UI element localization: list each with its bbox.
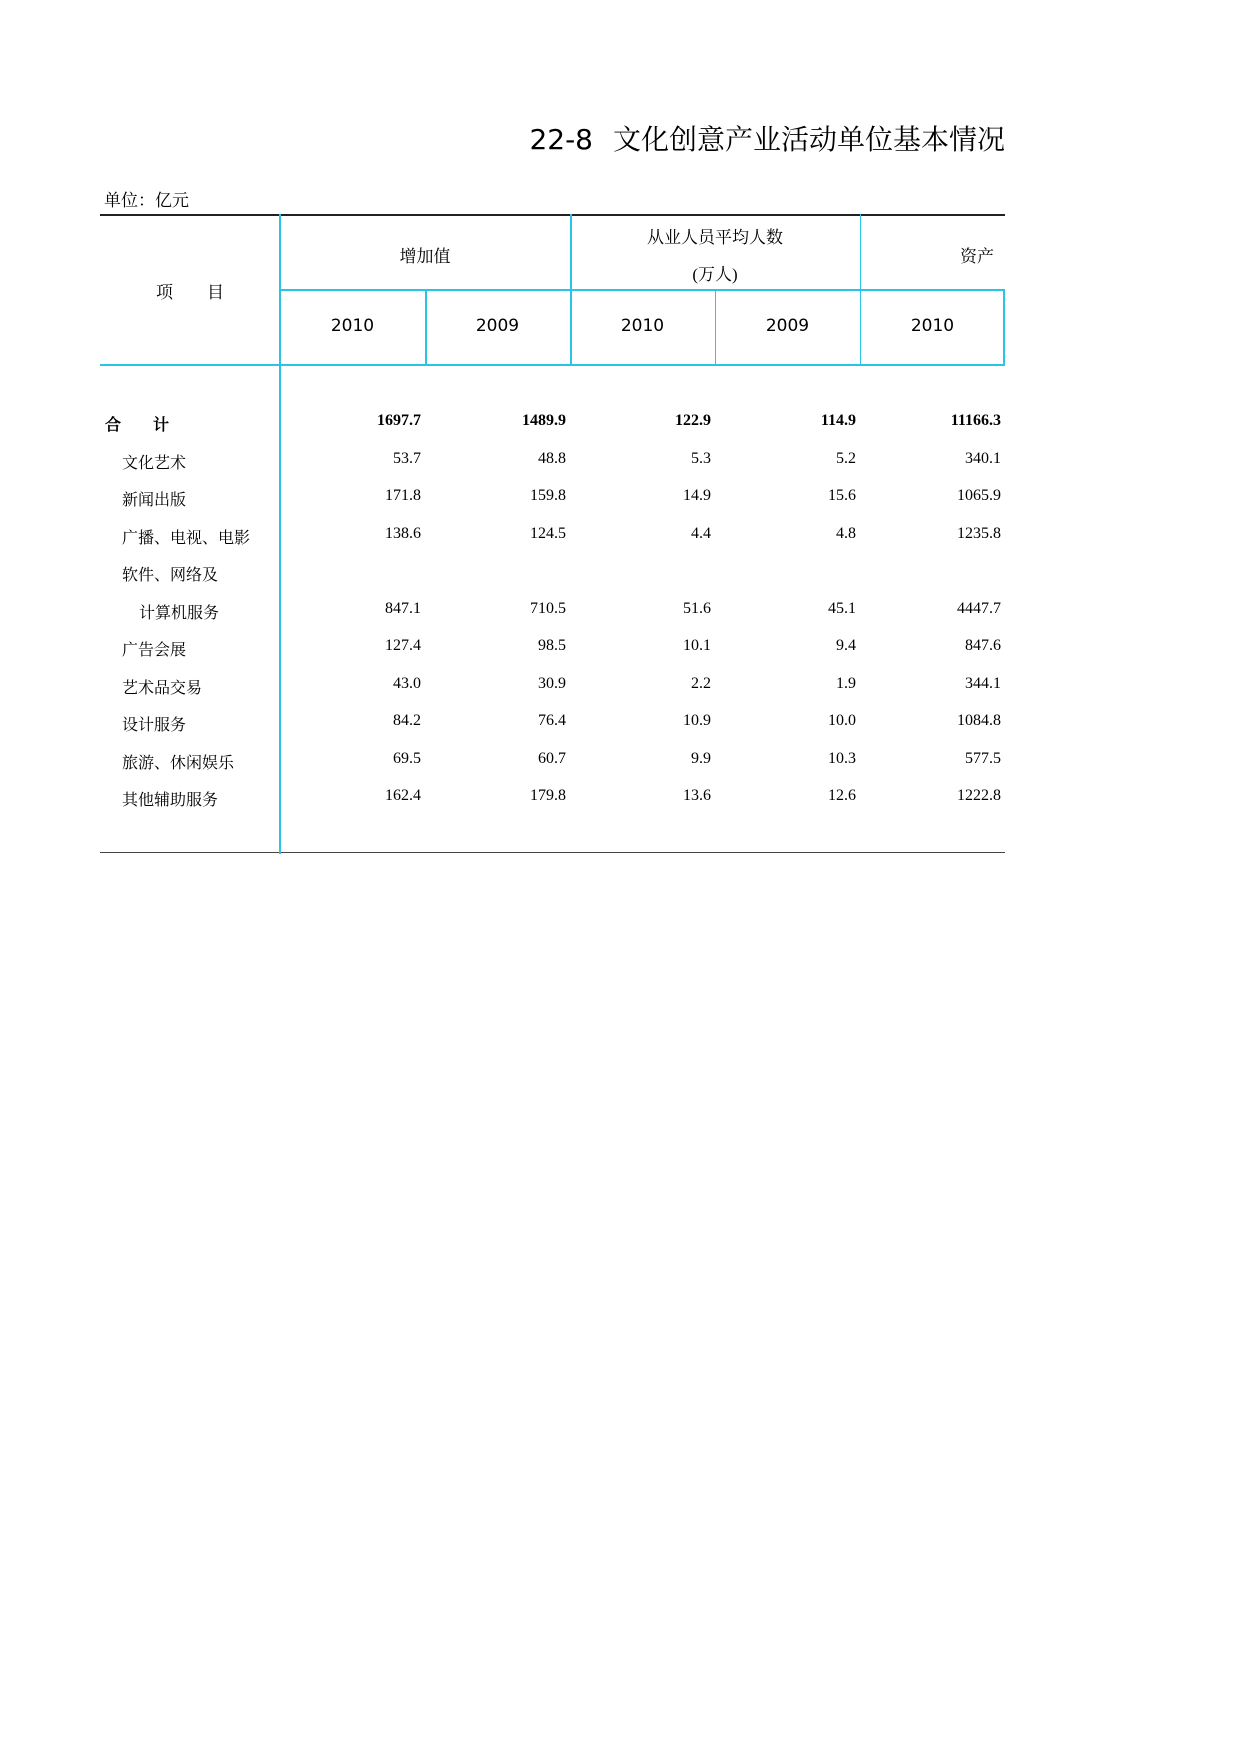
row-value: 1.9 [836,674,856,692]
table-row [100,412,1005,449]
row-value: 53.7 [393,449,421,467]
row-value: 14.9 [683,487,711,504]
row-value: 9.9 [691,749,711,767]
row-value: 577.5 [965,749,1001,767]
row-label: 其他辅助服务 [122,792,219,809]
year-header: 2009 [475,316,520,336]
row-value: 98.5 [538,637,566,654]
row-value: 30.9 [538,674,566,692]
year-header: 2010 [330,316,375,336]
year-header: 2009 [765,316,810,336]
table-row [100,637,1005,674]
row-value: 13.6 [683,787,711,804]
table-row [100,712,1005,749]
table-row [100,450,1005,487]
row-value: 10.0 [828,712,856,729]
table-row [100,675,1005,712]
row-label: 软件、网络及 [122,567,219,584]
row-value: 10.3 [828,749,856,767]
row-label: 文化艺术 [122,454,187,472]
row-value: 10.9 [683,712,711,729]
row-value: 15.6 [828,487,856,504]
data-table [100,214,1005,864]
row-value: 162.4 [385,787,421,804]
row-label: 设计服务 [122,717,187,734]
row-value: 710.5 [530,599,566,617]
row-value: 69.5 [393,749,421,767]
group-header-employees-unit: (万人) [692,265,738,284]
table-bottom-rule [100,852,1005,853]
row-value: 5.3 [691,449,711,467]
row-value: 60.7 [538,749,566,767]
row-value: 1489.9 [522,412,566,429]
row-label: 计算机服务 [139,604,220,622]
row-value: 2.2 [691,674,711,692]
row-value: 5.2 [836,449,856,467]
row-value: 9.4 [836,637,856,654]
table-row [100,562,1005,599]
row-value: 122.9 [675,412,711,429]
row-value: 48.8 [538,449,566,467]
group-header-assets: 资产 [960,247,994,266]
row-label: 广告会展 [122,642,187,659]
unit-label: 单位：亿元 [104,191,189,210]
header-divider [280,289,1005,291]
table-number: 22-8 [529,123,593,156]
row-value: 847.6 [965,637,1001,654]
row-value: 127.4 [385,637,421,654]
table-row [100,487,1005,524]
group-divider-2 [860,214,861,366]
row-label: 艺术品交易 [122,679,203,697]
row-value: 179.8 [530,787,566,804]
row-value: 43.0 [393,674,421,692]
row-value: 51.6 [683,599,711,617]
row-value: 1065.9 [957,487,1001,504]
row-value: 1235.8 [957,524,1001,542]
row-label: 旅游、休闲娱乐 [122,754,235,772]
year-header: 2010 [910,316,955,336]
row-value: 159.8 [530,487,566,504]
table-row [100,525,1005,562]
item-column-header: 项 目 [156,283,224,302]
group-header-employees: 从业人员平均人数 [647,228,783,247]
row-value: 344.1 [965,674,1001,692]
table-title-text: 文化创意产业活动单位基本情况 [612,123,1005,156]
row-value: 84.2 [393,712,421,729]
row-label: 广播、电视、电影 [122,529,251,547]
row-value: 1222.8 [957,787,1001,804]
row-value: 12.6 [828,787,856,804]
row-value: 124.5 [530,524,566,542]
row-label: 合 计 [105,417,170,434]
row-value: 4.8 [836,524,856,542]
row-value: 1084.8 [957,712,1001,729]
table-row [100,600,1005,637]
row-value: 4.4 [691,524,711,542]
table-top-rule [100,214,1005,216]
row-value: 114.9 [820,412,856,429]
row-label: 新闻出版 [122,492,187,509]
row-value: 138.6 [385,524,421,542]
header-bottom-rule [100,364,1005,366]
row-value: 340.1 [965,449,1001,467]
table-row [100,750,1005,787]
row-value: 171.8 [385,487,421,504]
row-value: 45.1 [828,599,856,617]
row-value: 11166.3 [950,412,1001,429]
group-header-value-added: 增加值 [399,247,451,266]
row-value: 1697.7 [377,412,421,429]
row-value: 4447.7 [957,599,1001,617]
page-title [0,120,1005,160]
row-value: 76.4 [538,712,566,729]
table-row [100,787,1005,824]
year-header: 2010 [620,316,665,336]
row-value: 847.1 [385,599,421,617]
row-value: 10.1 [683,637,711,654]
